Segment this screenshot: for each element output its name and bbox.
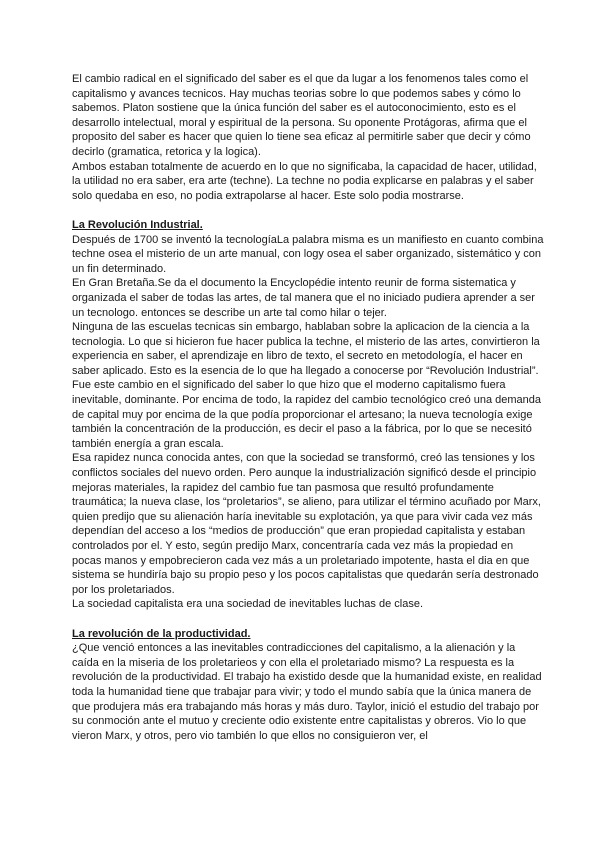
heading-revolucion-productividad: La revolución de la productividad.: [72, 627, 251, 640]
paragraph-techne: Ambos estaban totalmente de acuerdo en lo que no significaba, la capacidad de hacer, utilidad, la utilidad no era saber, era arte (techne). La techne no podia explicarse en palabras y el saber solo quedaba en eso, no podia extrapolarse al hacer. Este solo podia mostrarse.: [72, 160, 537, 202]
blank-line: [72, 203, 544, 218]
paragraph-encyclopedie: En Gran Bretaña.Se da el documento la Encyclopédie intento reunir de forma sistematica y organizada el saber de todas las artes, de tal manera que el no iniciado pudiera aprender a ser un tecnologo. entonces se describe un arte tal como hilar o tejer.: [72, 277, 535, 319]
paragraph-escuelas-tecnicas: Ninguna de las escuelas tecnicas sin embargo, hablaban sobre la aplicacion de la ciencia a la tecnologia. Lo que si hicieron fue hacer publica la techne, el misterio de las artes, convirtieron la experiencia en saber, el aprendizaje en libro de texto, el secreto en metodología, el hacer en saber aplicado. Esto es la esencia de lo que ha llegado a conocerse por “Revolución Industrial”. Fue este cambio en el significado del saber lo que hizo que el moderno capitalismo fuera inevitable, dominante. Por encima de todo, la rapidez del cambio tecnológico creó una demanda de capital muy por encima de la que podía proporcionar el artesano; la nueva tecnología exige también la concentración de la producción, es decir el paso a la fábrica, por lo que se necesitó también energía a gran escala.: [72, 321, 542, 450]
paragraph-tecnologia: Después de 1700 se inventó la tecnologíaLa palabra misma es un manifiesto en cuanto combina techne osea el misterio de un arte manual, con logy osea el saber organizado, sistemático y con un fin determinado.: [72, 233, 544, 275]
blank-line: [72, 612, 544, 627]
paragraph-tensiones-sociales: Esa rapidez nunca conocida antes, con que la sociedad se transformó, creó las tensiones y los conflictos sociales del nuevo orden. Pero aunque la industrialización significó desde el principio mejoras materiales, la rapidez del cambio fue tan pasmosa que resultó profundamente traumática; la nueva clase, los “proletarios”, se alieno, para utilizar el término acuñado por Marx, quien predijo que su alienación haría inevitable su explotación, ya que para vivir cada vez más dependían del acceso a los “medios de producción” que eran propiedad capitalista y estaban controlados por el. Y esto, según predijo Marx, concentraría cada vez más la propiedad en pocas manos y empobrecieron cada vez más a un proletariado impotente, hasta el dia en que sistema se hundiría bajo su propio peso y los pocos capitalistas que quedarán sería destronado por los proletariados.: [72, 452, 541, 596]
paragraph-productividad: ¿Que venció entonces a las inevitables contradicciones del capitalismo, a la alienación y la caída en la miseria de los proletarieos y con ella el proletariado mismo? La respuesta es la revolución de la productividad. El trabajo ha existido desde que la humanidad existe, en realidad toda la humanidad tiene que trabajar para vivir; y todo el mundo sabía que la única manera de que produjera más era trabajando más horas y más duro. Taylor, inició el estudio del trabajo por su conmoción ante el mutuo y creciente odio existente entre capitalistas y obreros. Vio lo que vieron Marx, y otros, pero vio también lo que ellos no consiguieron ver, el: [72, 642, 542, 742]
paragraph-saber-intro: El cambio radical en el significado del saber es el que da lugar a los fenomenos tales como el capitalismo y avances tecnicos. Hay muchas teorias sobre lo que podemos sabes y cómo lo sabemos. Platon sostiene que la única función del saber es el autoconocimiento, esto es el desarrollo intelectual, moral y espiritual de la persona. Su oponente Protágoras, afirma que el proposito del saber es hacer que quien lo tiene sea eficaz al permitirle saber que decir y cómo decirlo (gramatica, retorica y la logica).: [72, 73, 531, 158]
paragraph-lucha-de-clases: La sociedad capitalista era una sociedad de inevitables luchas de clase.: [72, 598, 424, 611]
heading-revolucion-industrial: La Revolución Industrial.: [72, 218, 203, 231]
